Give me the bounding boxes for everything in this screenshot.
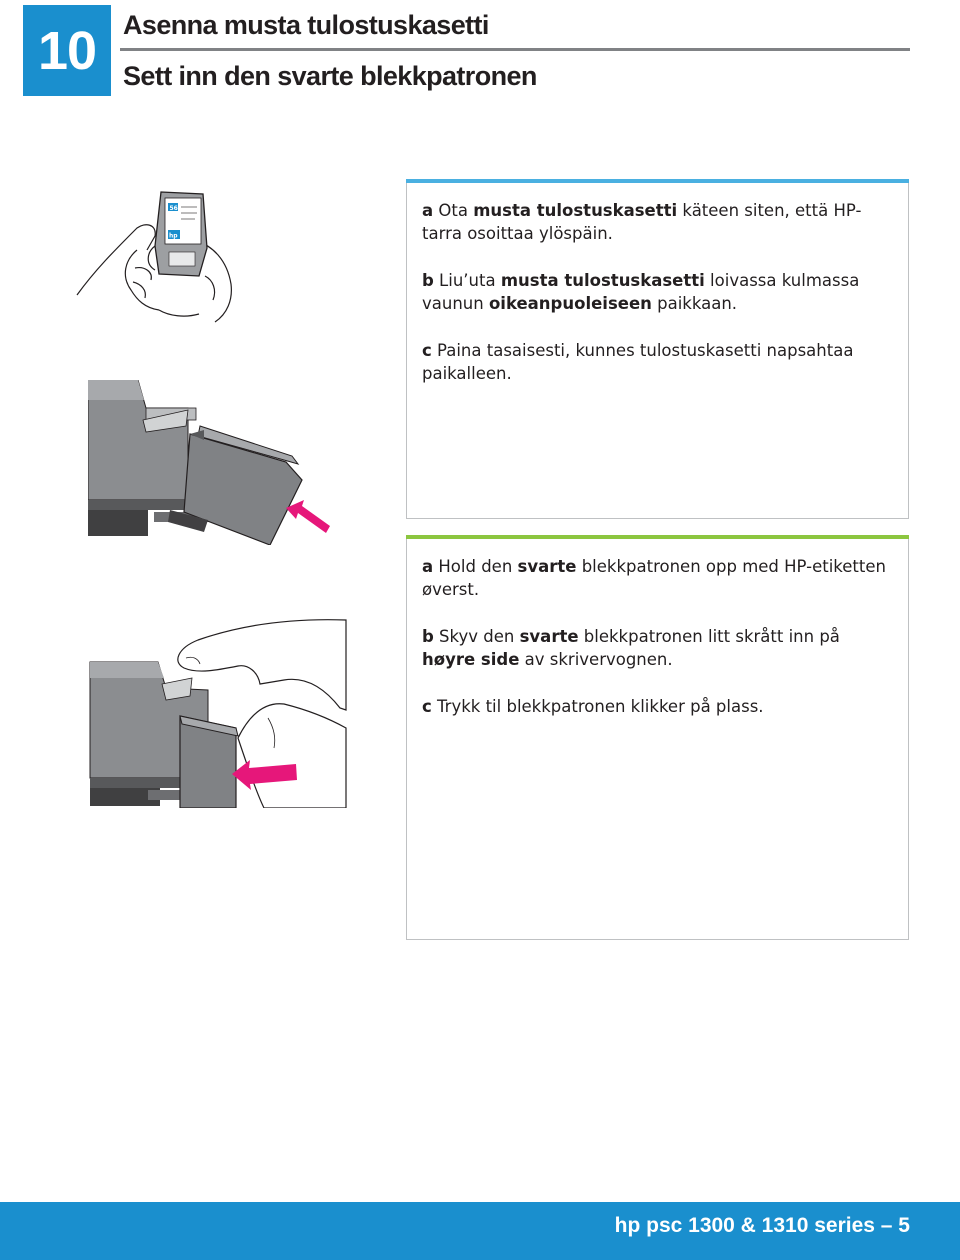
- finger-push-illustration: [88, 618, 348, 808]
- instruction-no-b: b Skyv den svarte blekkpatronen litt skrått inn på høyre side av skrivervognen.: [422, 627, 840, 669]
- pink-arrow-fi: [286, 500, 332, 536]
- panel-top-bar-green: [406, 535, 909, 539]
- footer-bar: [0, 1202, 960, 1260]
- pink-arrow-no: [232, 760, 298, 790]
- cartridge-number: 56: [169, 205, 178, 212]
- step-number-badge: [23, 5, 111, 96]
- cartridge-brand: hp: [169, 232, 178, 240]
- instruction-fi-c: c Paina tasaisesti, kunnes tulostuskasetti napsahtaa paikalleen.: [422, 341, 854, 383]
- ink-cartridge-shape: [155, 192, 207, 276]
- instruction-no-a: a Hold den svarte blekkpatronen opp med HP-etiketten øverst.: [422, 557, 886, 599]
- page-title-norwegian: Sett inn den svarte blekkpatronen: [123, 61, 537, 91]
- instructions-text-finnish: [422, 199, 897, 409]
- instruction-fi-a: a Ota musta tulostuskasetti käteen siten, että HP-tarra osoittaa ylöspäin.: [422, 201, 862, 243]
- instructions-panel-finnish: [406, 179, 909, 519]
- hand-holding-cartridge-illustration: [75, 180, 245, 330]
- page-title-finnish: Asenna musta tulostuskasetti: [123, 10, 489, 40]
- title-divider: [120, 48, 910, 51]
- black-cartridge-shape-no: [180, 716, 238, 808]
- panel-top-bar-blue: [406, 179, 909, 183]
- step-number: 10: [37, 20, 97, 81]
- instruction-no-c: c Trykk til blekkpatronen klikker på plass.: [422, 697, 764, 716]
- instruction-fi-b: b Liu’uta musta tulostuskasetti loivassa kulmassa vaunun oikeanpuoleiseen paikkaan.: [422, 271, 860, 313]
- footer-product-page: hp psc 1300 & 1310 series – 5: [614, 1214, 910, 1237]
- instructions-panel-norwegian: [406, 535, 909, 940]
- instructions-text-norwegian: [422, 555, 897, 742]
